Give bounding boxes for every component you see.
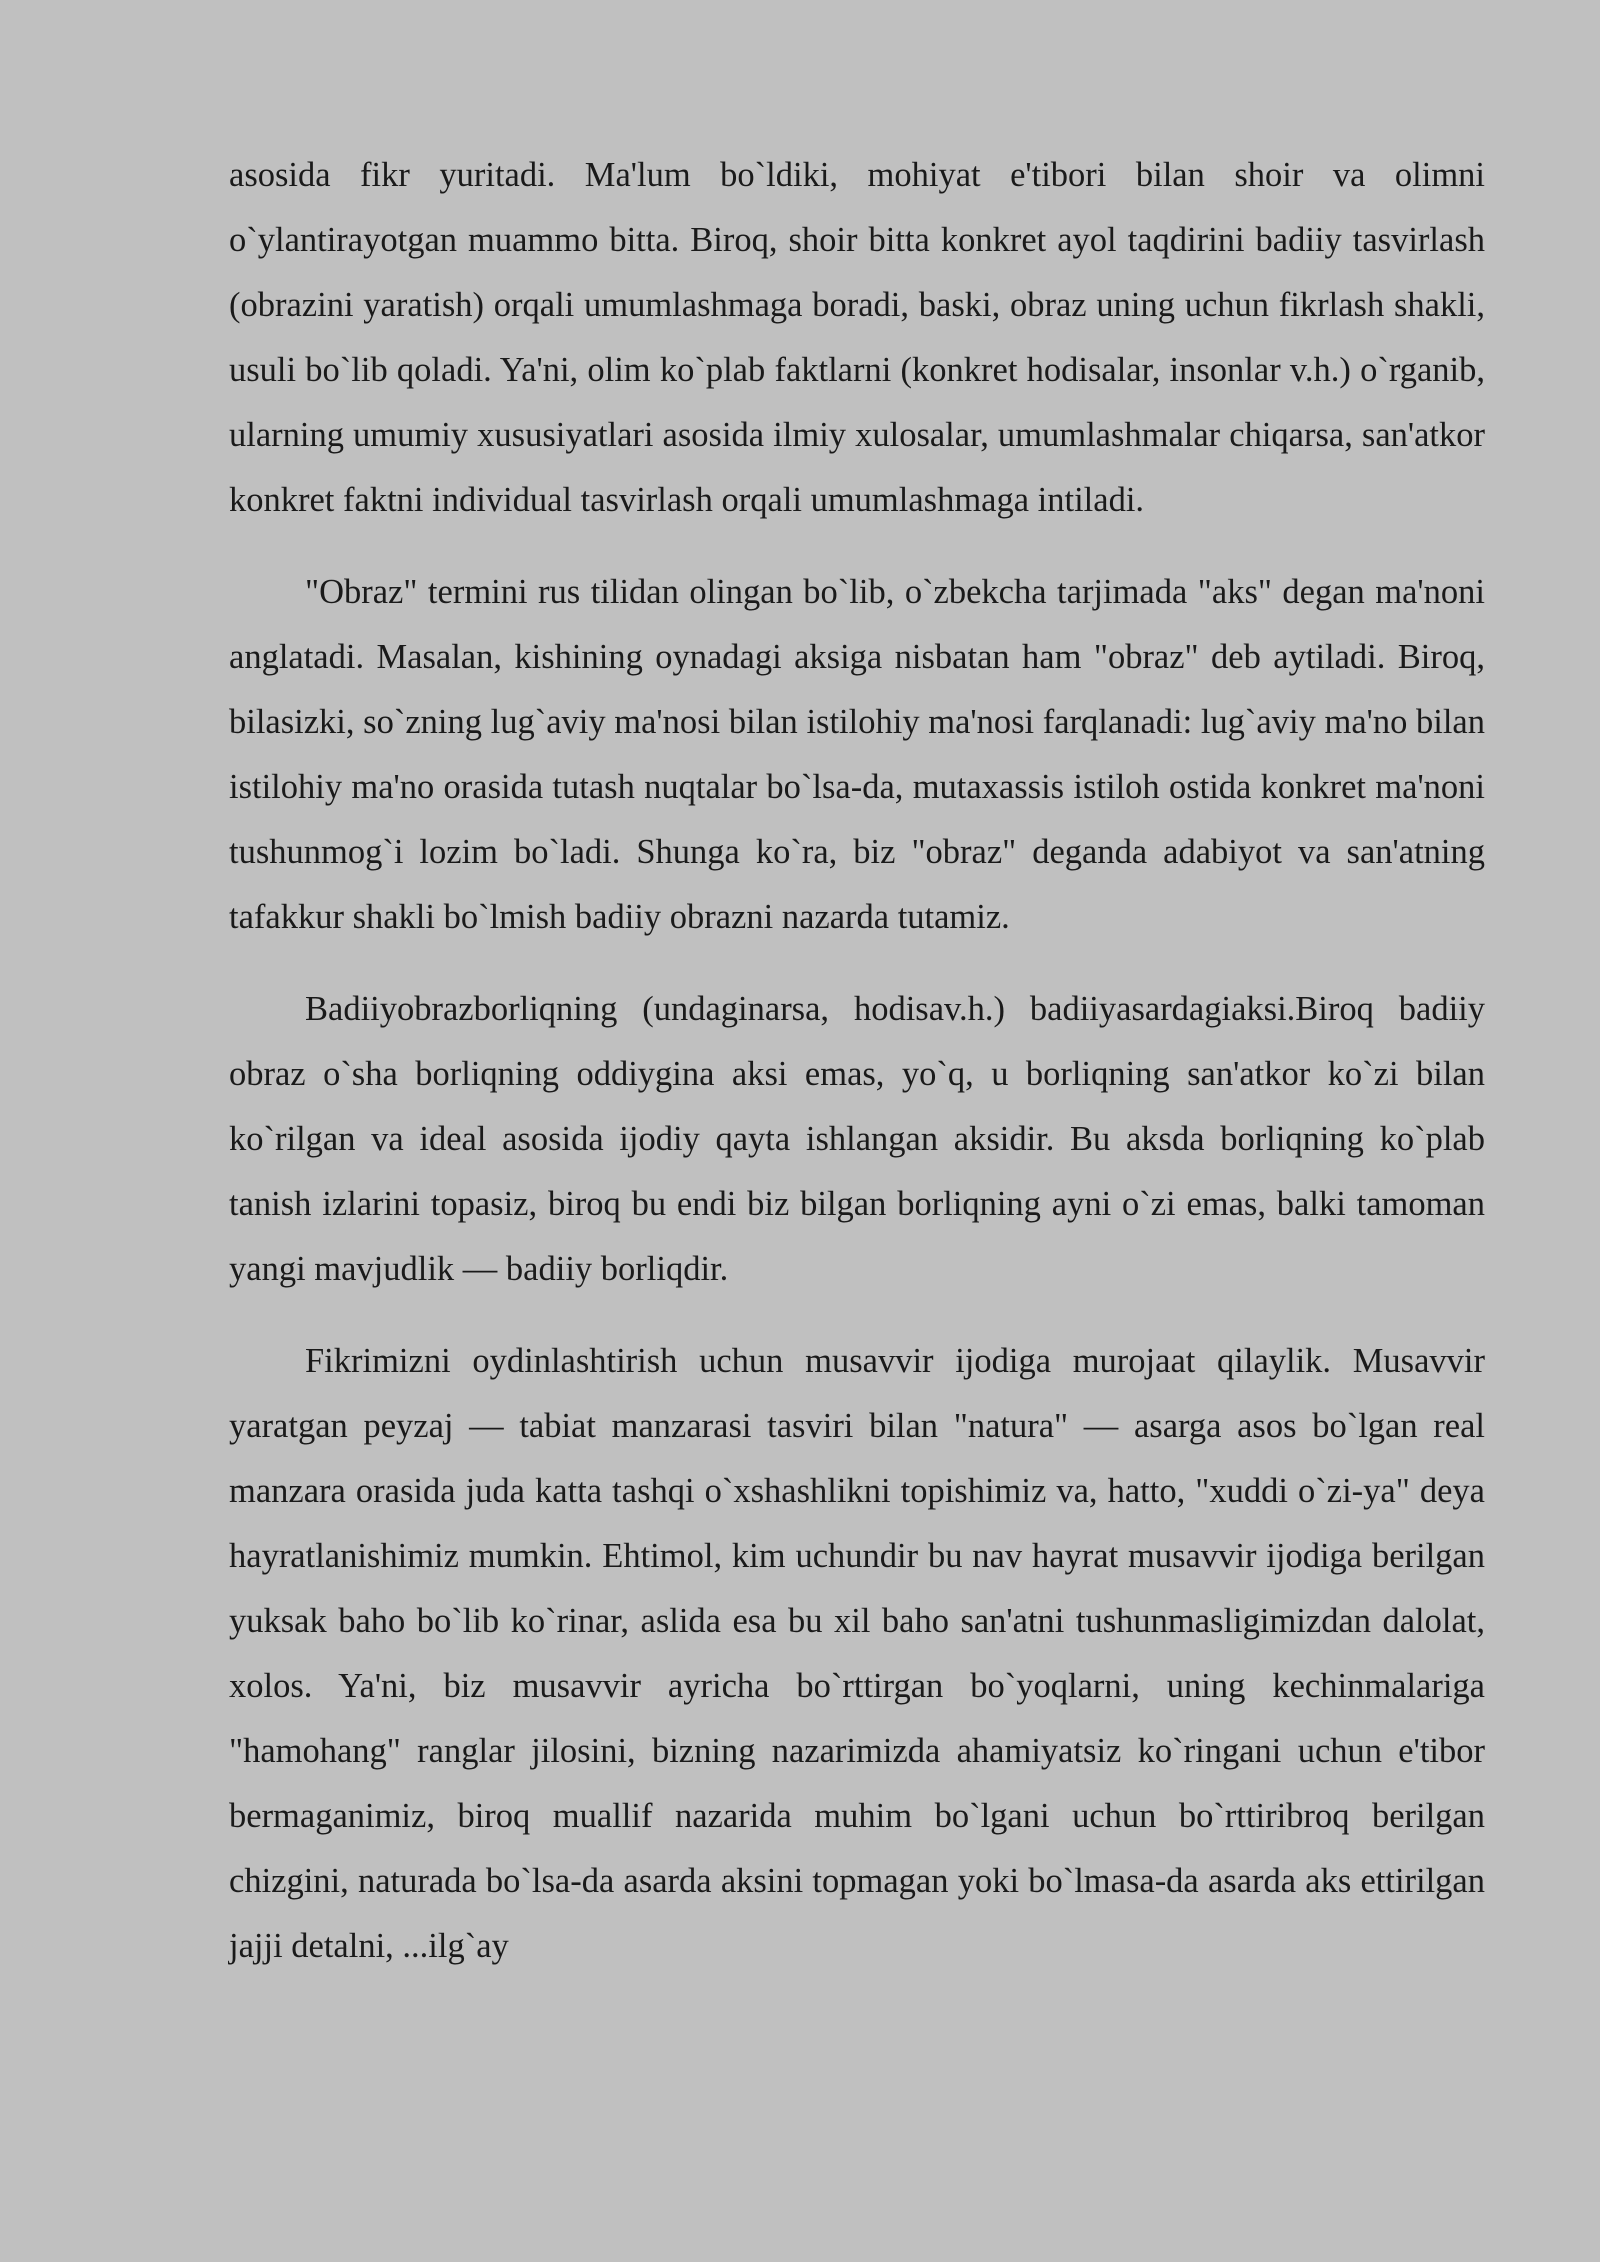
paragraph-2: "Obraz" termini rus tilidan olingan bo`lib, o`zbekcha tarjimada "aks" degan ma'noni anglatadi. Masalan, kishining oynadagi aksiga nisbatan ham "obraz" deb aytiladi. Biroq, bilasizki, so`zning lug`aviy ma'nosi bilan istilohiy ma'nosi farqlanadi: lug`aviy ma'no bilan istilohiy ma'no orasida tutash nuqtalar bo`lsa-da, mutaxassis istiloh ostida konkret ma'noni tushunmog`i lozim bo`ladi. Shunga ko`ra, biz "obraz" deganda adabiyot va san'atning tafakkur shakli bo`lmish badiiy obrazni nazarda tutamiz. [229, 573, 1485, 936]
paragraph-3: Badiiyobrazborliqning (undaginarsa, hodisav.h.) badiiyasardagiaksi.Biroq badiiy obraz o`sha borliqning oddiygina aksi emas, yo`q, u borliqning san'atkor ko`zi bilan ko`rilgan va ideal asosida ijodiy qayta ishlangan aksidir. Bu aksda borliqning ko`plab tanish izlarini topasiz, biroq bu endi biz bilgan borliqning ayni o`zi emas, balki tamoman yangi mavjudlik — badiiy borliqdir. [229, 990, 1485, 1288]
paragraph-1: asosida fikr yuritadi. Ma'lum bo`ldiki, mohiyat e'tibori bilan shoir va olimni o`ylantirayotgan muammo bitta. Biroq, shoir bitta konkret ayol taqdirini badiiy tasvirlash (obrazini yaratish) orqali umumlashmaga boradi, baski, obraz uning uchun fikrlash shakli, usuli bo`lib qoladi. Ya'ni, olim ko`plab faktlarni (konkret hodisalar, insonlar v.h.) o`rganib, ularning umumiy xususiyatlari asosida ilmiy xulosalar, umumlashmalar chiqarsa, san'atkor konkret faktni individual tasvirlash orqali umumlashmaga intiladi. [229, 156, 1485, 519]
document-body [229, 143, 1485, 2006]
paragraph-4: Fikrimizni oydinlashtirish uchun musavvir ijodiga murojaat qilaylik. Musavvir yaratgan peyzaj — tabiat manzarasi tasviri bilan "natura" — asarga asos bo`lgan real manzara orasida juda katta tashqi o`xshashlikni topishimiz va, hatto, "xuddi o`zi-ya" deya hayratlanishimiz mumkin. Ehtimol, kim uchundir bu nav hayrat musavvir ijodiga berilgan yuksak baho bo`lib ko`rinar, aslida esa bu xil baho san'atni tushunmasligimizdan dalolat, xolos. Ya'ni, biz musavvir ayricha bo`rttirgan bo`yoqlarni, uning kechinmalariga "hamohang" ranglar jilosini, bizning nazarimizda ahamiyatsiz ko`ringani uchun e'tibor bermaganimiz, biroq muallif nazarida muhim bo`lgani uchun bo`rttiribroq berilgan chizgini, naturada bo`lsa-da asarda aksini topmagan yoki bo`lmasa-da asarda aks ettirilgan jajji detalni, ...ilg`ay [229, 1342, 1485, 1965]
